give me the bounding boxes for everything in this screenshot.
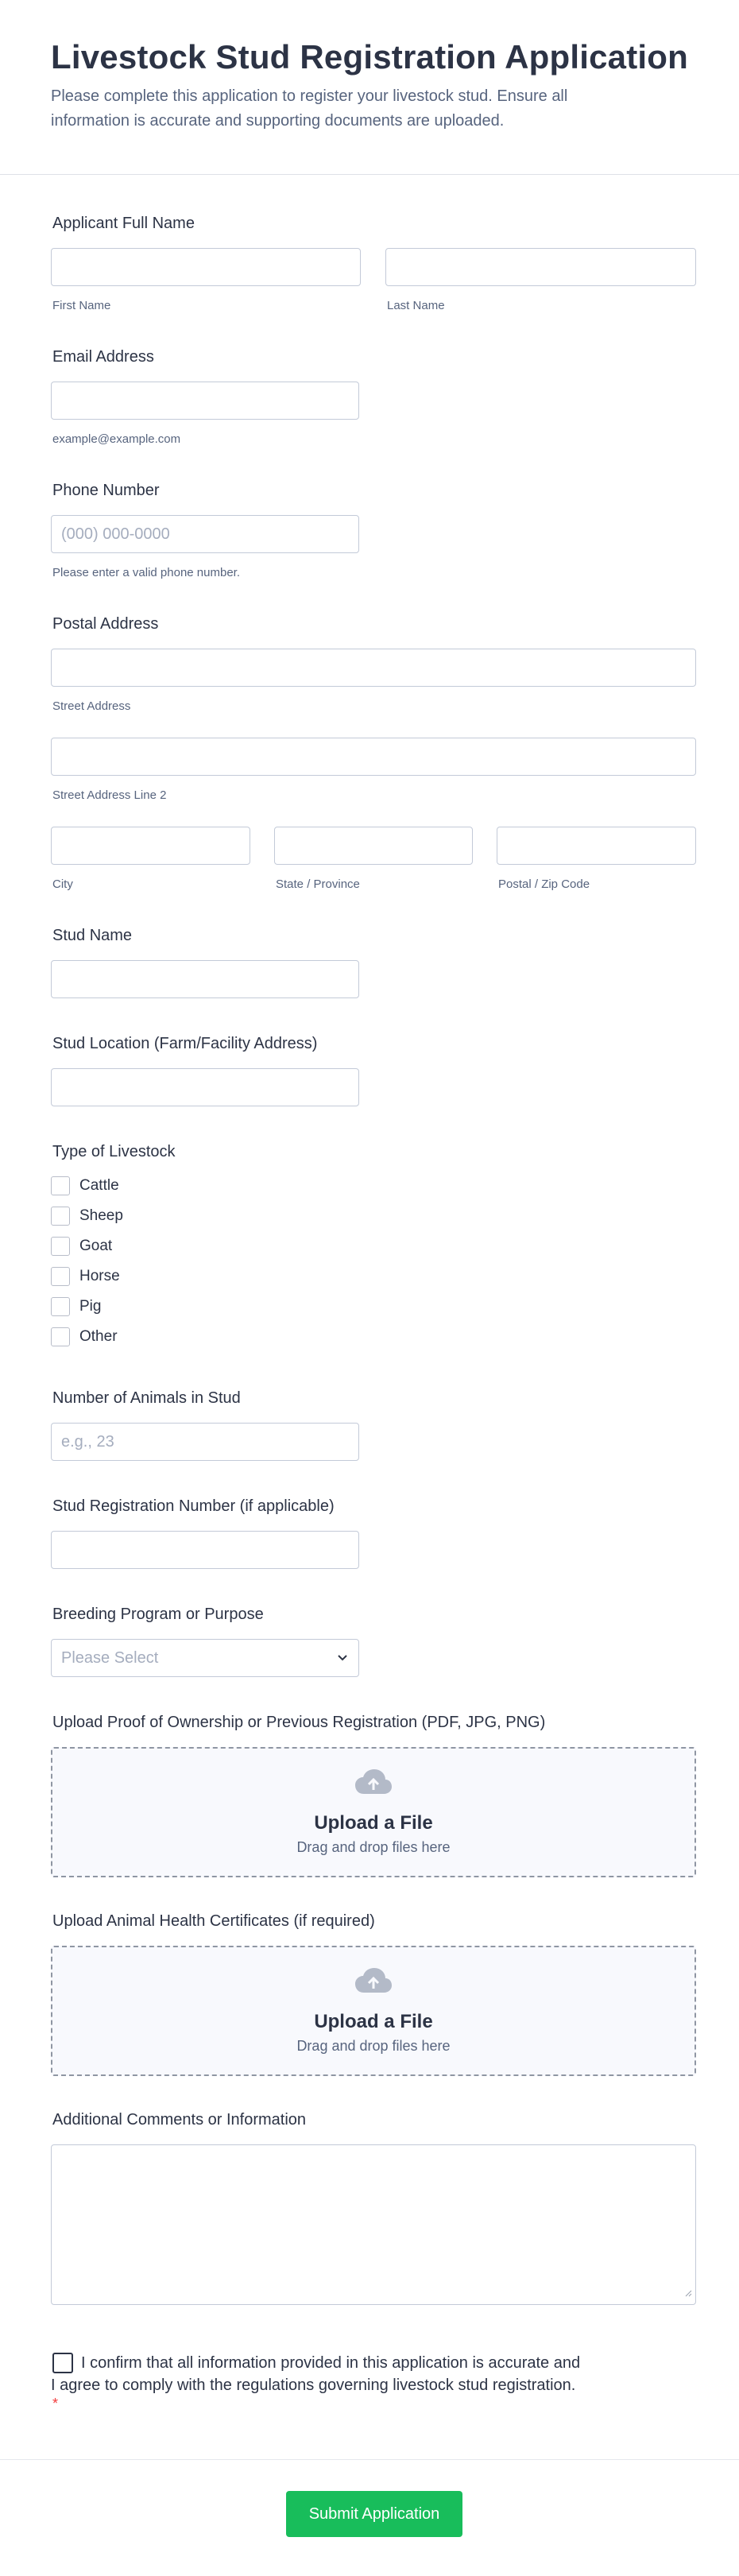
form-subtitle: Please complete this application to register your livestock stud. Ensure all information is accurate and supporting documents are uploaded. (51, 87, 568, 130)
upload-health-dropzone[interactable] (51, 1946, 696, 2076)
email-sublabel: example@example.com (52, 432, 181, 446)
livestock-checkbox[interactable] (51, 1297, 70, 1316)
stud-location-input[interactable] (51, 1068, 359, 1106)
num-animals-placeholder: e.g., 23 (61, 1433, 114, 1451)
header-divider (0, 174, 739, 175)
livestock-option-label: Horse (79, 1268, 120, 1284)
breeding-program-label: Breeding Program or Purpose (52, 1606, 264, 1623)
required-mark: * (52, 2396, 59, 2411)
breeding-program-value: Please Select (61, 1649, 159, 1667)
phone-placeholder: (000) 000-0000 (61, 525, 170, 543)
street-address-2-input[interactable] (51, 738, 696, 776)
chevron-down-icon (336, 1651, 349, 1668)
form-title: Livestock Stud Registration Application (51, 38, 689, 76)
state-sublabel: State / Province (276, 877, 360, 891)
street-address-sublabel: Street Address (52, 699, 131, 713)
livestock-option-label: Pig (79, 1298, 102, 1315)
num-animals-input[interactable] (51, 1423, 359, 1461)
cloud-upload-icon (354, 1768, 393, 1800)
upload-ownership-dropzone[interactable] (51, 1747, 696, 1877)
footer-divider (0, 2459, 739, 2460)
phone-sublabel: Please enter a valid phone number. (52, 566, 240, 579)
street-address-input[interactable] (51, 649, 696, 687)
cloud-upload-icon (354, 1966, 393, 1999)
comments-textarea[interactable] (51, 2144, 696, 2305)
livestock-type-label: Type of Livestock (52, 1143, 176, 1160)
livestock-option-label: Other (79, 1328, 118, 1345)
upload-ownership-label: Upload Proof of Ownership or Previous Registration (PDF, JPG, PNG) (52, 1714, 546, 1731)
stud-name-label: Stud Name (52, 927, 133, 944)
registration-number-input[interactable] (51, 1531, 359, 1569)
address-label: Postal Address (52, 615, 159, 633)
city-sublabel: City (52, 877, 73, 891)
email-label: Email Address (52, 348, 154, 366)
confirm-text-line1: I confirm that all information provided in this application is accurate and (81, 2354, 581, 2372)
livestock-checkbox[interactable] (51, 1176, 70, 1195)
stud-location-label: Stud Location (Farm/Facility Address) (52, 1035, 318, 1052)
livestock-option-label: Sheep (79, 1207, 123, 1224)
livestock-checkbox[interactable] (51, 1327, 70, 1346)
upload-ownership-title: Upload a File (314, 1812, 433, 1834)
num-animals-label: Number of Animals in Stud (52, 1389, 241, 1407)
resize-grip-icon[interactable] (684, 2287, 692, 2301)
state-input[interactable] (274, 827, 473, 865)
breeding-program-select[interactable] (51, 1639, 359, 1677)
submit-button[interactable]: Submit Application (286, 2491, 462, 2537)
last-name-input[interactable] (385, 248, 696, 286)
upload-health-title: Upload a File (314, 2011, 433, 2032)
confirm-checkbox[interactable] (52, 2353, 73, 2373)
livestock-option-label: Cattle (79, 1177, 119, 1194)
upload-health-label: Upload Animal Health Certificates (if required) (52, 1912, 375, 1930)
confirm-text-line2: I agree to comply with the regulations governing livestock stud registration. (51, 2377, 576, 2394)
livestock-checkbox[interactable] (51, 1237, 70, 1256)
livestock-checkbox[interactable] (51, 1207, 70, 1226)
zip-input[interactable] (497, 827, 696, 865)
zip-sublabel: Postal / Zip Code (498, 877, 590, 891)
comments-label: Additional Comments or Information (52, 2111, 307, 2129)
last-name-sublabel: Last Name (387, 299, 445, 312)
registration-number-label: Stud Registration Number (if applicable) (52, 1497, 335, 1515)
first-name-sublabel: First Name (52, 299, 111, 312)
stud-name-input[interactable] (51, 960, 359, 998)
phone-input[interactable] (51, 515, 359, 553)
full-name-label: Applicant Full Name (52, 215, 195, 232)
livestock-option-label: Goat (79, 1238, 113, 1254)
upload-ownership-hint: Drag and drop files here (296, 1839, 451, 1855)
phone-label: Phone Number (52, 482, 160, 499)
upload-health-hint: Drag and drop files here (296, 2038, 451, 2054)
livestock-checkbox[interactable] (51, 1267, 70, 1286)
city-input[interactable] (51, 827, 250, 865)
street-address-2-sublabel: Street Address Line 2 (52, 788, 167, 802)
email-input[interactable] (51, 382, 359, 420)
first-name-input[interactable] (51, 248, 361, 286)
